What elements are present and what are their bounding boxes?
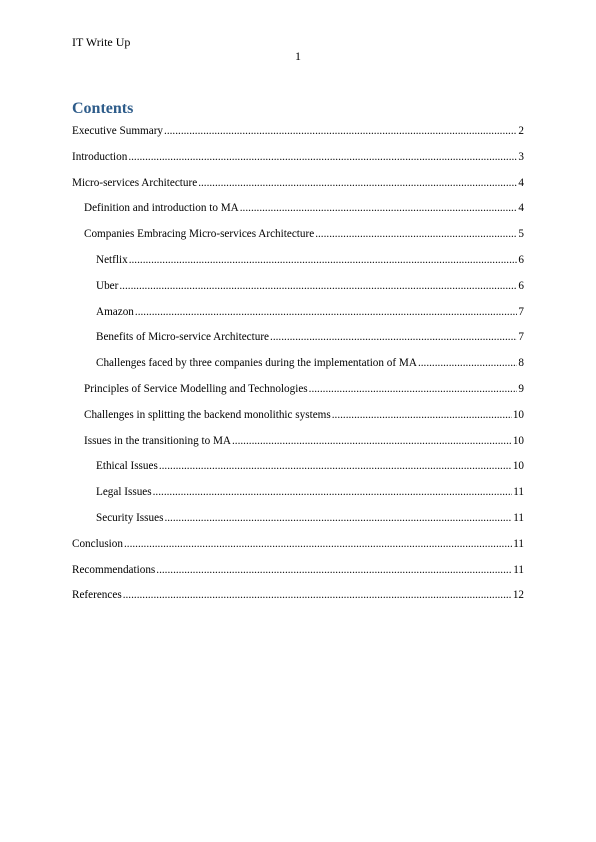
- toc-entry-page: 5: [518, 228, 524, 241]
- toc-entry-page: 10: [512, 460, 524, 473]
- toc-entry[interactable]: [72, 485, 524, 511]
- toc-entry[interactable]: [72, 563, 524, 589]
- toc-dot-leader: [135, 305, 518, 319]
- toc-entry-page: 10: [512, 434, 524, 447]
- toc-dot-leader: [309, 382, 518, 396]
- toc-entry-title: Netflix: [96, 253, 128, 266]
- toc-dot-leader: [153, 485, 513, 499]
- toc-entry-title: Uber: [96, 279, 119, 292]
- toc-entry-page: 12: [512, 589, 524, 602]
- toc-entry-page: 11: [513, 537, 524, 550]
- toc-entry-page: 4: [518, 176, 524, 189]
- toc-entry[interactable]: [72, 459, 524, 485]
- toc-dot-leader: [156, 563, 512, 577]
- toc-entry-title: Executive Summary: [72, 125, 164, 137]
- toc-dot-leader: [164, 124, 517, 138]
- toc-entry-title: Conclusion: [72, 537, 123, 550]
- toc-entry-page: 8: [518, 357, 524, 370]
- toc-entry-title: Definition and introduction to MA: [84, 202, 239, 215]
- toc-entry-page: 6: [518, 253, 524, 266]
- toc-entry[interactable]: [72, 305, 524, 331]
- toc-entry-title: Benefits of Micro-service Architecture: [96, 331, 270, 344]
- toc-entry-page: 11: [513, 511, 524, 524]
- toc-dot-leader: [332, 408, 512, 422]
- toc-entry[interactable]: [72, 330, 524, 356]
- toc-entry[interactable]: [72, 253, 524, 279]
- toc-entry-page: 10: [512, 408, 524, 421]
- toc-entry[interactable]: [72, 408, 524, 434]
- toc-entry[interactable]: [72, 511, 524, 537]
- toc-entry-page: 7: [518, 331, 524, 344]
- toc-entry[interactable]: [72, 279, 524, 305]
- toc-entry[interactable]: [72, 150, 524, 176]
- toc-entry-title: Recommendations: [72, 563, 156, 576]
- toc-entry-title: Security Issues: [96, 511, 164, 524]
- toc-entry[interactable]: [72, 537, 524, 563]
- toc-entry-title: Ethical Issues: [96, 460, 158, 473]
- toc-dot-leader: [270, 330, 517, 344]
- toc-entry-page: 6: [518, 279, 524, 292]
- toc-dot-leader: [240, 201, 518, 215]
- toc-entry-title: Micro-services Architecture: [72, 176, 198, 189]
- toc-entry[interactable]: [72, 356, 524, 382]
- toc-dot-leader: [315, 227, 517, 241]
- toc-dot-leader: [129, 253, 518, 267]
- toc-entry-title: Issues in the transitioning to MA: [84, 434, 231, 447]
- toc-dot-leader: [119, 279, 517, 293]
- running-head: IT Write Up: [72, 35, 131, 49]
- toc-dot-leader: [198, 176, 517, 190]
- toc-entry-title: Legal Issues: [96, 486, 152, 499]
- toc-entry-title: Introduction: [72, 150, 128, 163]
- toc-dot-leader: [164, 511, 512, 525]
- toc-heading: Contents: [72, 100, 134, 117]
- toc-entry-page: 7: [518, 305, 524, 318]
- toc-entry-title: References: [72, 589, 122, 602]
- toc-entry-title: Challenges in splitting the backend monolithic systems: [84, 408, 331, 421]
- toc-entry[interactable]: [72, 382, 524, 408]
- toc-entry[interactable]: [72, 588, 524, 614]
- toc-entry-page: 3: [518, 150, 524, 163]
- toc-entry-page: 9: [518, 382, 524, 395]
- toc-dot-leader: [123, 588, 512, 602]
- toc-entry[interactable]: [72, 176, 524, 202]
- toc-entry-title: Principles of Service Modelling and Technologies: [84, 382, 308, 395]
- toc-entry-page: 4: [518, 202, 524, 215]
- toc-entry-title: Amazon: [96, 305, 134, 318]
- toc-entry-title: Challenges faced by three companies during the implementation of MA: [96, 357, 417, 370]
- toc-dot-leader: [159, 459, 512, 473]
- toc-entry-title: Companies Embracing Micro-services Architecture: [84, 228, 315, 241]
- toc-entry[interactable]: [72, 227, 524, 253]
- toc-dot-leader: [128, 150, 517, 164]
- toc-entry[interactable]: [72, 124, 524, 150]
- toc-entry[interactable]: [72, 434, 524, 460]
- toc-dot-leader: [418, 356, 517, 370]
- toc-entry-page: 11: [513, 486, 524, 499]
- toc-entry[interactable]: [72, 201, 524, 227]
- toc-entry-page: 2: [518, 125, 524, 137]
- toc-dot-leader: [124, 537, 512, 551]
- toc-dot-leader: [232, 434, 512, 448]
- table-of-contents: [72, 124, 524, 614]
- toc-entry-page: 11: [513, 563, 524, 576]
- page-number: 1: [295, 49, 301, 63]
